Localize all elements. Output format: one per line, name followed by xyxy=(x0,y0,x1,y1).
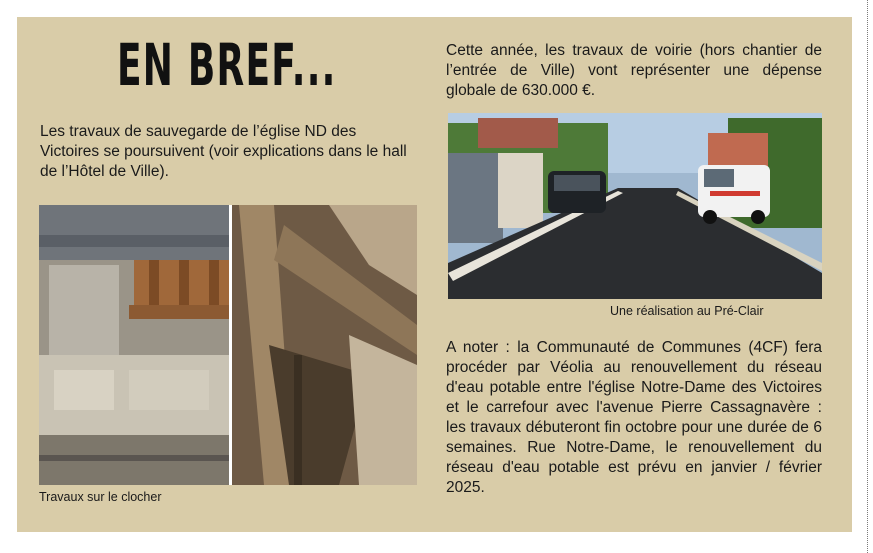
note-paragraph: A noter : la Communauté de Communes (4CF) fera procéder par Véolia au renouvellement du réseau d'eau potable entre l'église Notre-Dame des Victoires et le carrefour avec l'avenue Pierre Cassagnavère : les travaux débuteront fin octobre pour une durée de 6 semaines. Rue Notre-Dame, le renouvellement du réseau d'eau potable est prévu en janvier / février 2025. xyxy=(446,339,822,496)
intro-paragraph: Les travaux de sauvegarde de l’église ND des Victoires se poursuivent (voir explications dans le hall de l’Hôtel de Ville). xyxy=(40,123,407,180)
photo-road-pre-clair xyxy=(448,113,822,299)
page-edge-divider xyxy=(867,0,868,553)
photo-caption-clocher: Travaux sur le clocher xyxy=(39,490,162,504)
photo-caption-road: Une réalisation au Pré-Clair xyxy=(610,304,764,318)
photo-clocher-works xyxy=(39,205,417,485)
roadworks-paragraph: Cette année, les travaux de voirie (hors chantier de l’entrée de Ville) vont représenter une dépense globale de 630.000 €. xyxy=(446,42,822,99)
article-title: EN BREF... xyxy=(117,31,337,99)
